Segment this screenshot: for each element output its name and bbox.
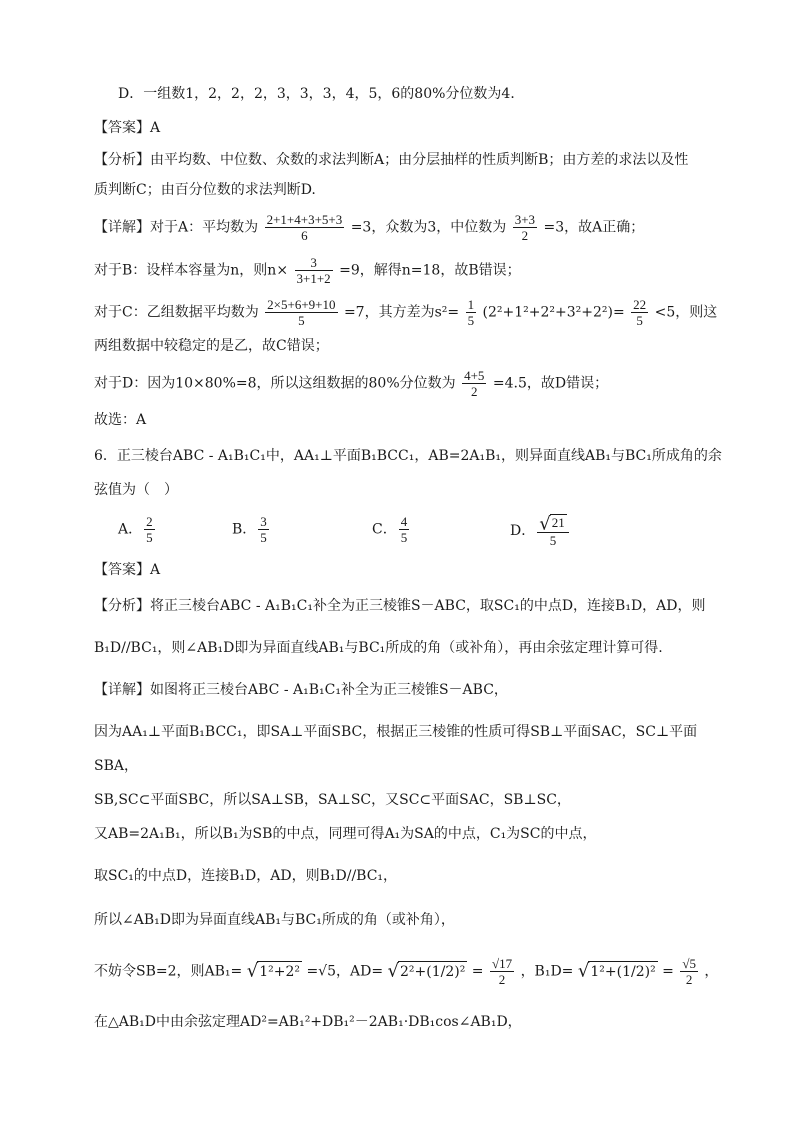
q5-option-d: D．一组数1，2，2，2，3，3，3，4，5，6的80%分位数为4． [118,86,525,102]
detail-b-prefix: 对于B：设样本容量为n，则n× [94,262,289,279]
group-mean-fraction: $\frac{2\times 5+6+9+10}{5}$ [267,297,336,328]
q5-detail-c [94,297,717,328]
variance-coef-fraction: $\frac{1}{5}$ [467,297,475,328]
q6-detail-line9: 在△AB₁D中由余弦定理AD²=AB₁²+DB₁²－2AB₁·DB₁cos∠AB₁D， [94,1014,522,1030]
mean-fraction: $\frac{2+1+4+3+5+3}{6}$ [266,212,343,243]
median-fraction: $\frac{3+3}{2}$ [514,212,536,243]
detail-a-mid: =3，众数为3，中位数为 [350,219,507,236]
q5-choose: 故选：A [94,412,147,428]
variance-result-fraction: $\frac{22}{5}$ [633,297,647,328]
q6-detail-line8: 不妨令SB=2，则AB₁= √1²+2² =√5，AD= √2²+(1/2)² = $\frac{√17}{2}$ ，B₁D= √1²+(1/2)² = $\frac{√5}{2}$ ， [94,956,719,987]
q5-detail-a [94,212,644,243]
sample-fraction: $\frac{3}{3+1+2}$ [296,255,331,286]
detail-b-suffix: =9，解得n=18，故B错误； [339,262,521,279]
q5-analysis-line1: 【分析】由平均数、中位数、众数的求法判断A；由分层抽样的性质判断B；由方差的求法以及性 [94,152,689,168]
q6-analysis-line2: B₁D//BC₁，则∠AB₁D即为异面直线AB₁与BC₁所成的角（或补角），再由余弦定理计算可得. [94,640,663,656]
detail-c-suffix: <5，则这 [654,304,718,321]
detail-a-prefix: 【详解】对于A：平均数为 [94,219,259,236]
variance-sum: (2²+1²+2²+3²+2²)= [482,304,625,321]
q6-option-b: B． $\frac{3}{5}$ [232,514,267,545]
q6-detail-line6: 取SC₁的中点D，连接B₁D，AD，则B₁D//BC₁， [94,868,398,884]
ad-value-fraction: $\frac{√17}{2}$ [491,956,513,987]
q5-detail-c-line2: 两组数据中较稳定的是乙，故C错误； [94,338,329,354]
root-b1d: 1²+(1/2)² [588,961,657,982]
q6-detail-line3: SBA， [94,758,138,774]
root-ab1: 1²+2² [257,961,302,982]
detail-a-suffix: =3，故A正确； [543,219,645,236]
q6-option-c: C． $\frac{4}{5}$ [372,514,408,545]
q6-option-a: A． $\frac{2}{5}$ [118,514,153,545]
q6-analysis-line1: 【分析】将正三棱台ABC - A₁B₁C₁补全为正三棱锥S－ABC，取SC₁的中点D，连接B₁D，AD，则 [94,598,706,614]
detail-d-suffix: =4.5，故D错误； [492,375,609,392]
q6-stem-line1: 6．正三棱台ABC - A₁B₁C₁中，AA₁⊥平面B₁BCC₁，AB=2A₁B₁，则异面直线AB₁与BC₁所成角的余 [94,448,722,464]
b1d-value-fraction: $\frac{√5}{2}$ [682,956,696,987]
detail-c-mid: =7，其方差为s²= [343,304,460,321]
percentile-fraction: $\frac{4+5}{2}$ [464,368,485,399]
q6-option-d: D． $\frac{√21}{5}$ [510,514,571,548]
q6-detail-line2: 因为AA₁⊥平面B₁BCC₁，即SA⊥平面SBC，根据正三棱锥的性质可得SB⊥平面SAC，SC⊥平面 [94,724,698,740]
q6-detail-line4: SB,SC⊂平面SBC，所以SA⊥SB，SA⊥SC，又SC⊂平面SAC，SB⊥SC， [94,792,571,808]
detail-d-prefix: 对于D：因为10×80%=8，所以这组数据的80%分位数为 [94,375,456,392]
q5-detail-b [94,255,521,286]
q5-detail-d [94,368,608,399]
q5-answer: 【答案】A [94,120,161,136]
q6-stem-line2: 弦值为（ ） [94,482,178,498]
q6-answer: 【答案】A [94,562,161,578]
q6-detail-line5: 又AB=2A₁B₁，所以B₁为SB的中点，同理可得A₁为SA的中点，C₁为SC的中点， [94,826,597,842]
root-ad: 2²+(1/2)² [398,961,467,982]
q5-analysis-line2: 质判断C；由百分位数的求法判断D. [94,182,316,198]
q6-detail-line7: 所以∠AB₁D即为异面直线AB₁与BC₁所成的角（或补角）， [94,912,455,928]
q6-detail-line1: 【详解】如图将正三棱台ABC - A₁B₁C₁补全为正三棱锥S－ABC， [94,682,508,698]
detail-c-prefix: 对于C：乙组数据平均数为 [94,304,259,321]
